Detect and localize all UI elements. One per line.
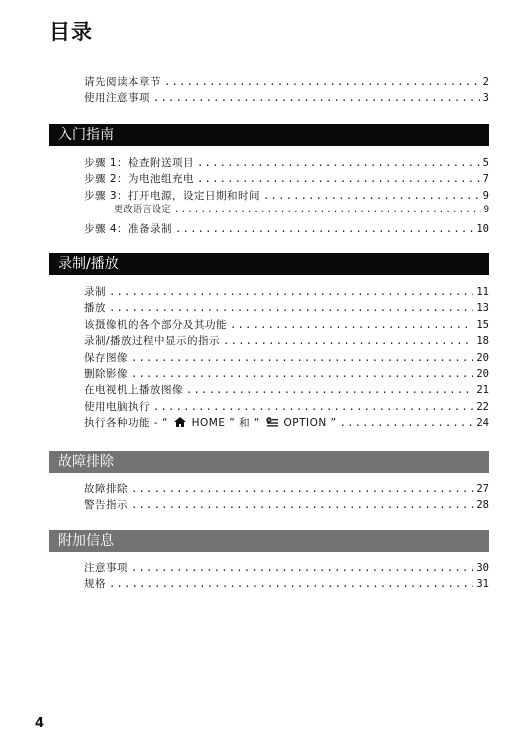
dot-leader (131, 497, 473, 513)
dot-leader (263, 188, 480, 204)
function-entry-suffix: ” (330, 417, 337, 430)
toc-entry[interactable] (84, 333, 489, 349)
dot-leader (164, 74, 480, 90)
section-heading: 入门指南 (49, 124, 489, 146)
dot-leader (186, 382, 473, 398)
dot-leader (109, 300, 473, 316)
function-entry-middle: ” 和 “ (229, 417, 260, 430)
toc-entry-label: 在电视机上播放图像 (84, 384, 183, 397)
toc-subentry[interactable] (84, 204, 489, 217)
home-label: HOME (191, 417, 226, 430)
toc-entry-page: 9 (482, 189, 489, 202)
toc-entry-page: 21 (476, 384, 489, 397)
toc-entry-label: 警告指示 (84, 499, 128, 512)
dot-leader (109, 576, 473, 592)
dot-leader (131, 560, 473, 576)
toc-entry-page: 15 (476, 318, 489, 331)
dot-leader (131, 481, 473, 497)
dot-leader (174, 204, 481, 217)
toc-entry-label: 保存图像 (84, 351, 128, 364)
toc-entry-page: 11 (476, 286, 489, 298)
section-heading: 录制/播放 (49, 253, 489, 275)
toc-entry-page: 3 (482, 92, 489, 105)
toc-entry-label: 故障排除 (84, 483, 128, 495)
section-toc (49, 481, 489, 514)
dot-leader (230, 317, 473, 333)
toc-entry[interactable] (84, 188, 489, 204)
toc-entry-page: 2 (482, 76, 489, 88)
toc-entry-label: 录制/播放过程中显示的指示 (84, 335, 221, 348)
dot-leader (131, 350, 473, 366)
toc-entry-label: 使用电脑执行 (84, 400, 150, 413)
toc-entry[interactable] (84, 74, 489, 90)
dot-leader (153, 399, 473, 415)
section-toc (49, 155, 489, 238)
option-label: OPTION (283, 417, 327, 430)
dot-leader (109, 284, 473, 300)
toc-entry-label: 该摄像机的各个部分及其功能 (84, 318, 227, 331)
toc-entry-page: 22 (476, 400, 489, 413)
toc-entry[interactable] (84, 300, 489, 316)
toc-entry-label: 删除影像 (84, 367, 128, 380)
toc-entry-label: 规格 (84, 578, 106, 591)
toc-entry-label (84, 415, 337, 431)
dot-leader (131, 366, 473, 382)
section-toc (49, 284, 489, 432)
toc-entry-page: 30 (476, 562, 489, 574)
toc-entry-label: 步骤 4：准备录制 (84, 223, 173, 236)
section-additional-info (49, 530, 489, 593)
dot-leader (197, 171, 480, 187)
option-icon (266, 417, 278, 427)
toc-entry-page: 27 (476, 483, 489, 495)
dot-leader (175, 221, 473, 237)
toc-entry-page: 9 (483, 205, 489, 216)
toc-entry-label: 请先阅读本章节 (84, 76, 161, 88)
page-number: 4 (35, 716, 45, 731)
toc-entry[interactable] (84, 366, 489, 382)
toc-entry[interactable] (84, 221, 489, 237)
toc-entry[interactable] (84, 560, 489, 576)
toc-entry-page: 5 (482, 157, 489, 169)
toc-entry[interactable] (84, 497, 489, 513)
toc-entry-page: 24 (476, 417, 489, 430)
toc-entry-label: 录制 (84, 286, 106, 298)
dot-leader (340, 415, 474, 431)
home-icon (174, 417, 186, 427)
intro-toc (49, 74, 489, 107)
toc-entry-page: 10 (476, 223, 489, 236)
toc-entry-functions[interactable] (84, 415, 489, 431)
toc-entry[interactable] (84, 171, 489, 187)
toc-entry-page: 20 (476, 367, 489, 380)
toc-entry-label: 步骤 2：为电池组充电 (84, 173, 195, 186)
toc-entry[interactable] (84, 382, 489, 398)
toc-entry[interactable] (84, 284, 489, 300)
toc-entry[interactable] (84, 90, 489, 106)
section-heading: 故障排除 (49, 451, 489, 473)
section-heading: 附加信息 (49, 530, 489, 552)
toc-entry[interactable] (84, 317, 489, 333)
toc-entry-label: 播放 (84, 302, 106, 315)
toc-entry-page: 28 (476, 499, 489, 512)
section-toc (49, 560, 489, 593)
toc-entry-page: 20 (476, 351, 489, 364)
toc-entry[interactable] (84, 155, 489, 171)
toc-entry-label: 更改语言设定 (114, 205, 172, 216)
toc-entry[interactable] (84, 481, 489, 497)
toc-entry-label: 步骤 3：打开电源，设定日期和时间 (84, 189, 261, 202)
toc-entry-label: 步骤 1：检查附送项目 (84, 157, 195, 169)
page-title: 目录 (49, 20, 93, 44)
dot-leader (223, 333, 473, 349)
toc-entry[interactable] (84, 350, 489, 366)
toc-entry-page: 13 (476, 302, 489, 315)
toc-entry-label: 注意事项 (84, 562, 128, 574)
toc-entry-page: 18 (476, 335, 489, 348)
dot-leader (197, 155, 480, 171)
dot-leader (153, 90, 480, 106)
intro-section (49, 74, 489, 107)
function-entry-prefix: 执行各种功能 - “ (84, 417, 168, 430)
section-troubleshooting (49, 451, 489, 514)
section-getting-started (49, 124, 489, 238)
section-recording-playback (49, 253, 489, 432)
toc-entry[interactable] (84, 399, 489, 415)
toc-entry-page: 31 (476, 578, 489, 591)
toc-entry-label: 使用注意事项 (84, 92, 150, 105)
toc-entry-page: 7 (482, 173, 489, 186)
toc-entry[interactable] (84, 576, 489, 592)
